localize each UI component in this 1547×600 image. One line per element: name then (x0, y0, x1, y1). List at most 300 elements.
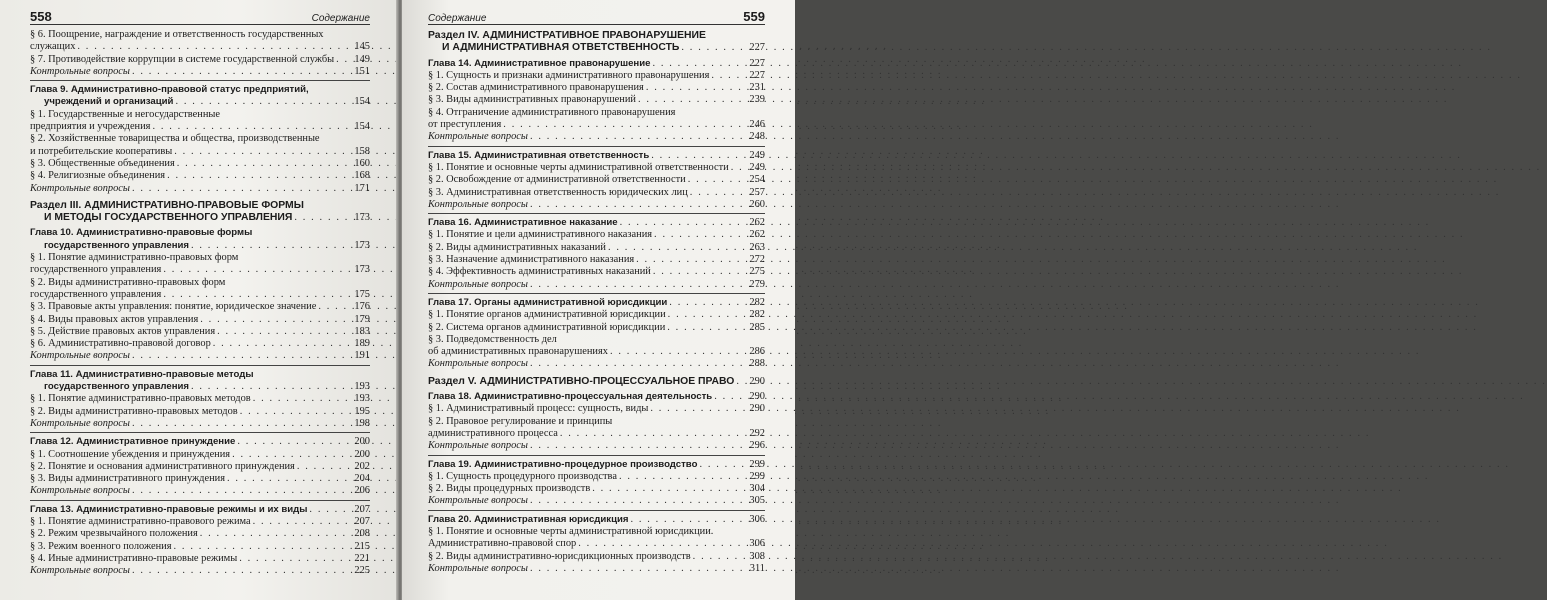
toc-entry-title: Контрольные вопросы (30, 182, 130, 194)
dot-leader (646, 82, 748, 94)
dot-leader (318, 301, 352, 313)
toc-entry-title: Контрольные вопросы (30, 565, 130, 577)
dot-leader (309, 504, 352, 516)
toc-entry-title: § 1. Сущность и признаки административного правонарушения (428, 69, 710, 81)
toc-entry-title: Глава 16. Административное наказание (428, 217, 618, 229)
toc-line (30, 96, 370, 108)
toc-page-number: 285 (749, 321, 765, 333)
dot-leader (253, 393, 353, 405)
running-title: Содержание (428, 13, 487, 24)
toc-paragraph (30, 553, 370, 565)
toc-line (30, 473, 370, 485)
toc-entry-title: § 2. Режим чрезвычайного положения (30, 528, 198, 540)
toc-page-number: 206 (354, 485, 370, 497)
page-number: 558 (30, 9, 52, 24)
toc-line (30, 289, 370, 301)
toc-page-number: 204 (354, 473, 370, 485)
toc-paragraph (428, 174, 765, 186)
toc-page-number: 292 (749, 427, 765, 439)
toc-line (30, 553, 370, 565)
toc-page-number: 200 (354, 448, 370, 460)
toc-entry-title: государственного управления (44, 239, 189, 251)
dot-leader (177, 158, 353, 170)
toc-section (428, 376, 765, 388)
toc-review-questions (30, 183, 370, 195)
dot-leader (174, 541, 353, 553)
toc-line (30, 146, 370, 158)
toc-line (428, 229, 765, 241)
toc-line (30, 170, 370, 182)
toc-review-questions (428, 440, 765, 452)
toc-entry-title: Контрольные вопросы (30, 485, 130, 497)
toc-page-number: 305 (749, 495, 765, 507)
toc-entry-title: служащих (30, 41, 76, 53)
toc-line (428, 538, 765, 550)
toc-entry-title: Глава 19. Административно-процедурное производство (428, 458, 698, 470)
dot-leader (638, 94, 747, 106)
toc-page-number: 145 (354, 41, 370, 53)
toc-line (428, 254, 765, 266)
dot-leader (530, 563, 748, 575)
toc-paragraph (30, 406, 370, 418)
toc-entry-title: Контрольные вопросы (428, 278, 528, 290)
toc-page-number: 308 (749, 550, 765, 562)
toc-page-number: 306 (749, 513, 765, 525)
toc-line (428, 174, 765, 186)
dot-leader (693, 551, 748, 563)
dot-leader (650, 403, 747, 415)
toc-entry-title: § 2. Система органов административной юрисдикции (428, 321, 666, 333)
toc-page-number: 248 (749, 131, 765, 143)
dot-leader (530, 495, 747, 507)
toc-page-number: 239 (749, 94, 765, 106)
toc-page-number: 272 (749, 254, 765, 266)
toc-page-number: 279 (749, 278, 765, 290)
dot-leader (132, 418, 352, 430)
dot-leader (253, 516, 353, 528)
toc-entry-title: Глава 13. Административно-правовые режимы и их виды (30, 503, 308, 515)
toc-entry-title: § 1. Сущность процедурного производства (428, 470, 617, 482)
toc-line (30, 541, 370, 553)
toc-paragraph (428, 94, 765, 106)
toc-page-number: 257 (749, 186, 765, 198)
toc-page-number: 225 (354, 565, 370, 577)
toc-page-number: 207 (354, 503, 370, 515)
right-page (402, 0, 795, 600)
toc-entry-title: § 4. Эффективность административных наказаний (428, 266, 651, 278)
toc-line (30, 393, 370, 405)
toc-line (428, 309, 765, 321)
dot-leader (530, 279, 747, 291)
toc-page-number: 311 (749, 562, 765, 574)
toc-entry-title: Контрольные вопросы (428, 495, 528, 507)
toc-entry-title: § 3. Виды административного принуждения (30, 473, 225, 485)
toc-paragraph (428, 70, 765, 82)
toc-page-number: 189 (354, 338, 370, 350)
dot-leader (217, 326, 352, 338)
toc-line (428, 297, 765, 309)
toc-line (30, 158, 370, 170)
dot-leader (132, 183, 352, 195)
toc-entry-title: § 1. Понятие административно-правовых методов (30, 393, 251, 405)
toc-page-number: 262 (749, 217, 765, 229)
toc-page-number: 249 (749, 149, 765, 161)
toc-entry-title: Глава 11. Административно-правовые методы (30, 368, 254, 380)
toc-entry-title: от преступления (428, 119, 502, 131)
toc-page-number: 179 (354, 313, 370, 325)
toc-page-number: 171 (354, 182, 370, 194)
toc-line (428, 217, 765, 229)
toc-page-number: 275 (749, 266, 765, 278)
toc-line (428, 266, 765, 278)
toc-entry-title: § 1. Понятие и основные черты административной юрисдикции. (428, 525, 714, 537)
dot-leader (736, 376, 747, 388)
toc-entry-title: § 6. Административно-правовой договор (30, 338, 211, 350)
toc-chapter (30, 436, 370, 448)
toc-entry-title: Контрольные вопросы (428, 131, 528, 143)
toc-page-number: 176 (354, 301, 370, 313)
toc-paragraph (428, 229, 765, 241)
toc-line (30, 485, 370, 497)
toc-paragraph (428, 242, 765, 254)
toc-line (30, 264, 370, 276)
toc-entry-title: Глава 14. Административное правонарушение (428, 57, 651, 69)
toc-entry-title: И МЕТОДЫ ГОСУДАРСТВЕННОГО УПРАВЛЕНИЯ (44, 212, 293, 224)
dot-leader (731, 162, 748, 174)
dot-leader (163, 264, 352, 276)
toc-entry-title: Контрольные вопросы (428, 562, 528, 574)
toc-line (428, 358, 765, 370)
toc-line (428, 428, 765, 440)
toc-entry-title: и потребительские кооперативы (30, 145, 173, 157)
dot-leader (652, 58, 747, 70)
toc-page-number: 195 (354, 405, 370, 417)
toc-entry-title: § 3. Правовые акты управления: понятие, юридическое значение (30, 301, 317, 313)
dot-leader (132, 66, 352, 78)
toc-paragraph (30, 277, 370, 302)
toc-line (30, 66, 370, 78)
dot-leader (191, 381, 352, 393)
dot-leader (714, 391, 747, 403)
toc-paragraph (30, 461, 370, 473)
dot-leader (240, 406, 353, 418)
toc-entry-title: И АДМИНИСТРАТИВНАЯ ОТВЕТСТВЕННОСТЬ (442, 42, 680, 54)
dot-leader (619, 471, 747, 483)
toc-entry-title: § 3. Подведомственность дел (428, 333, 557, 345)
toc-line (428, 119, 765, 131)
toc-line (30, 338, 370, 350)
toc-paragraph (30, 252, 370, 277)
toc-entry-title: § 2. Виды административных наказаний (428, 241, 606, 253)
toc-line (428, 346, 765, 358)
dot-leader (530, 440, 747, 452)
toc-page-number: 160 (354, 157, 370, 169)
toc-page-number: 191 (354, 350, 370, 362)
page-number: 559 (743, 9, 765, 24)
toc-chapter (30, 227, 370, 252)
left-page (0, 0, 398, 600)
toc-line (428, 162, 765, 174)
toc-review-questions (428, 563, 765, 575)
toc-paragraph (428, 526, 765, 551)
toc-page-number: 286 (749, 346, 765, 358)
toc-line (30, 350, 370, 362)
toc-line (428, 279, 765, 291)
toc-paragraph (428, 309, 765, 321)
toc-page-number: 215 (354, 540, 370, 552)
toc-chapter (428, 58, 765, 70)
toc-line (30, 41, 370, 53)
toc-line (428, 563, 765, 575)
toc-line (30, 565, 370, 577)
divider (428, 213, 765, 214)
dot-leader (200, 314, 352, 326)
toc-entry-title: § 4. Отграничение административного правонарушения (428, 106, 676, 118)
dot-leader (132, 485, 352, 497)
dot-leader (610, 346, 747, 358)
dot-leader (681, 42, 747, 54)
dot-leader (336, 54, 352, 66)
toc-entry-title: Глава 17. Органы административной юрисдикции (428, 296, 668, 308)
dot-leader (191, 240, 352, 252)
toc-line (30, 436, 370, 448)
toc-line (428, 495, 765, 507)
toc-paragraph (30, 326, 370, 338)
toc-chapter (428, 297, 765, 309)
dot-leader (132, 565, 352, 577)
toc-line (30, 461, 370, 473)
dot-leader (711, 70, 747, 82)
dot-leader (200, 528, 353, 540)
toc-page-number: 304 (749, 483, 765, 495)
toc-line (428, 150, 765, 162)
toc-review-questions (428, 131, 765, 143)
toc-page-number: 227 (749, 57, 765, 69)
toc-entry-title: § 6. Поощрение, награждение и ответственность государственных (30, 29, 324, 40)
toc-page-number: 262 (749, 229, 765, 241)
toc-paragraph (428, 162, 765, 174)
toc-paragraph (30, 170, 370, 182)
toc-line (30, 301, 370, 313)
toc-page-number: 221 (354, 552, 370, 564)
toc-line (30, 528, 370, 540)
toc-entry-title: § 2. Виды административно-юрисдикционных производств (428, 550, 691, 562)
divider (30, 432, 370, 433)
toc-list (30, 29, 370, 577)
toc-paragraph (30, 158, 370, 170)
dot-leader (530, 358, 747, 370)
toc-entry-title: предприятия и учреждения (30, 121, 151, 133)
toc-page-number: 227 (749, 42, 765, 54)
toc-page-number: 158 (354, 145, 370, 157)
toc-entry-title: § 1. Понятие административно-правовых форм (30, 252, 239, 264)
toc-paragraph (30, 314, 370, 326)
dot-leader (630, 514, 747, 526)
toc-entry-title: § 3. Административная ответственность юридических лиц (428, 186, 688, 198)
toc-line (428, 70, 765, 82)
toc-page-number: 200 (354, 436, 370, 448)
toc-line (30, 183, 370, 195)
toc-review-questions (428, 279, 765, 291)
toc-paragraph (428, 416, 765, 441)
toc-entry-title: Контрольные вопросы (30, 417, 130, 429)
dot-leader (653, 266, 748, 278)
toc-entry-title: Контрольные вопросы (30, 350, 130, 362)
toc-page-number: 193 (354, 393, 370, 405)
toc-line (428, 471, 765, 483)
dot-leader (608, 242, 747, 254)
toc-chapter (30, 369, 370, 394)
toc-entry-title: учреждений и организаций (44, 96, 174, 108)
toc-paragraph (30, 54, 370, 66)
dot-leader (669, 297, 747, 309)
dot-leader (237, 436, 352, 448)
toc-entry-title: § 4. Иные административно-правовые режимы (30, 552, 238, 564)
toc-page-number: 154 (354, 121, 370, 133)
divider (30, 80, 370, 81)
divider (428, 510, 765, 511)
dot-leader (667, 322, 747, 334)
toc-page-number: 282 (749, 309, 765, 321)
toc-review-questions (30, 66, 370, 78)
toc-review-questions (428, 358, 765, 370)
toc-paragraph (428, 334, 765, 359)
toc-paragraph (428, 266, 765, 278)
toc-entry-title: Глава 20. Административная юрисдикция (428, 513, 629, 525)
toc-line (30, 240, 370, 252)
divider (428, 455, 765, 456)
toc-page-number: 296 (749, 440, 765, 452)
divider (30, 365, 370, 366)
dot-leader (152, 121, 352, 133)
toc-entry-title: об административных правонарушениях (428, 346, 608, 358)
toc-page-number: 154 (354, 96, 370, 108)
toc-page-number: 290 (749, 375, 765, 387)
toc-entry-title: § 2. Правовое регулирование и принципы (428, 415, 613, 427)
toc-entry-title: § 3. Общественные объединения (30, 157, 175, 169)
toc-entry-title: § 1. Государственные и негосударственные (30, 108, 220, 120)
toc-page-number: 299 (749, 458, 765, 470)
dot-leader (560, 428, 748, 440)
toc-entry-title: § 1. Соотношение убеждения и принуждения (30, 448, 231, 460)
toc-paragraph (428, 551, 765, 563)
toc-entry-title: § 1. Понятие органов административной юрисдикции (428, 309, 666, 321)
toc-line (428, 199, 765, 211)
toc-line (428, 42, 765, 54)
toc-chapter (428, 459, 765, 471)
toc-line (428, 551, 765, 563)
toc-entry-title: § 1. Понятие административно-правового режима (30, 515, 251, 527)
toc-page-number: 149 (354, 53, 370, 65)
toc-page-number: 260 (749, 198, 765, 210)
dot-leader (77, 41, 352, 53)
dot-leader (174, 146, 352, 158)
toc-page-number: 193 (354, 381, 370, 393)
toc-page-number: 173 (354, 239, 370, 251)
toc-review-questions (30, 418, 370, 430)
toc-paragraph (30, 528, 370, 540)
toc-line (30, 54, 370, 66)
toc-page-number: 254 (749, 174, 765, 186)
toc-entry-title: § 2. Хозяйственные товарищества и общества, производственные (30, 133, 320, 145)
toc-entry-title: Раздел IV. АДМИНИСТРАТИВНОЕ ПРАВОНАРУШЕНИЕ (428, 30, 706, 41)
toc-review-questions (30, 485, 370, 497)
toc-entry-title: государственного управления (30, 288, 162, 300)
toc-line (30, 326, 370, 338)
toc-section (428, 30, 765, 55)
toc-entry-title: Глава 18. Административно-процессуальная деятельность (428, 391, 713, 403)
toc-paragraph (428, 254, 765, 266)
toc-entry-title: § 5. Действие правовых актов управления (30, 325, 216, 337)
toc-page-number: 288 (749, 358, 765, 370)
toc-paragraph (428, 82, 765, 94)
dot-leader (175, 96, 352, 108)
toc-entry-title: § 2. Виды административно-правовых методов (30, 405, 238, 417)
dot-leader (132, 350, 352, 362)
toc-page-number: 168 (354, 170, 370, 182)
toc-page-number: 306 (749, 538, 765, 550)
toc-entry-title: Контрольные вопросы (428, 198, 528, 210)
toc-entry-title: Глава 9. Административно-правовой статус предприятий, (30, 84, 309, 96)
toc-entry-title: § 3. Режим военного положения (30, 540, 172, 552)
toc-chapter (30, 504, 370, 516)
toc-page-number: 290 (749, 391, 765, 403)
toc-paragraph (428, 403, 765, 415)
toc-line (30, 381, 370, 393)
toc-paragraph (30, 516, 370, 528)
toc-entry-title: Раздел V. АДМИНИСТРАТИВНО-ПРОЦЕССУАЛЬНОЕ ПРАВО (428, 375, 735, 387)
toc-line (428, 514, 765, 526)
toc-page-number: 208 (354, 528, 370, 540)
toc-entry-title: Глава 15. Административная ответственность (428, 149, 650, 161)
toc-paragraph (428, 471, 765, 483)
toc-page-number: 227 (749, 69, 765, 81)
toc-line (30, 449, 370, 461)
toc-line (428, 322, 765, 334)
divider (30, 500, 370, 501)
toc-page-number: 231 (749, 82, 765, 94)
toc-paragraph (30, 541, 370, 553)
toc-entry-title: § 3. Виды административных правонарушений (428, 94, 636, 106)
toc-paragraph (30, 133, 370, 158)
toc-paragraph (30, 393, 370, 405)
toc-page-number: 173 (354, 264, 370, 276)
dot-leader (578, 538, 747, 550)
toc-paragraph (428, 322, 765, 334)
toc-paragraph (30, 301, 370, 313)
toc-paragraph (428, 483, 765, 495)
toc-paragraph (428, 187, 765, 199)
toc-entry-title: § 2. Виды административно-правовых форм (30, 276, 226, 288)
dot-leader (503, 119, 747, 131)
toc-paragraph (30, 449, 370, 461)
toc-page-number: 175 (354, 288, 370, 300)
toc-entry-title: Контрольные вопросы (428, 440, 528, 452)
dot-leader (530, 131, 747, 143)
toc-entry-title: § 2. Виды процедурных производств (428, 483, 591, 495)
toc-entry-title: § 3. Назначение административного наказания (428, 254, 635, 266)
toc-line (428, 82, 765, 94)
toc-entry-title: § 2. Освобождение от административной ответственности (428, 174, 686, 186)
dot-leader (163, 289, 352, 301)
toc-page-number: 290 (749, 403, 765, 415)
toc-review-questions (30, 565, 370, 577)
toc-line (30, 406, 370, 418)
toc-line (30, 504, 370, 516)
toc-page-number: 173 (354, 212, 370, 224)
toc-entry-title: Глава 12. Административное принуждение (30, 436, 236, 448)
toc-entry-title: § 1. Административный процесс: сущность, виды (428, 403, 649, 415)
